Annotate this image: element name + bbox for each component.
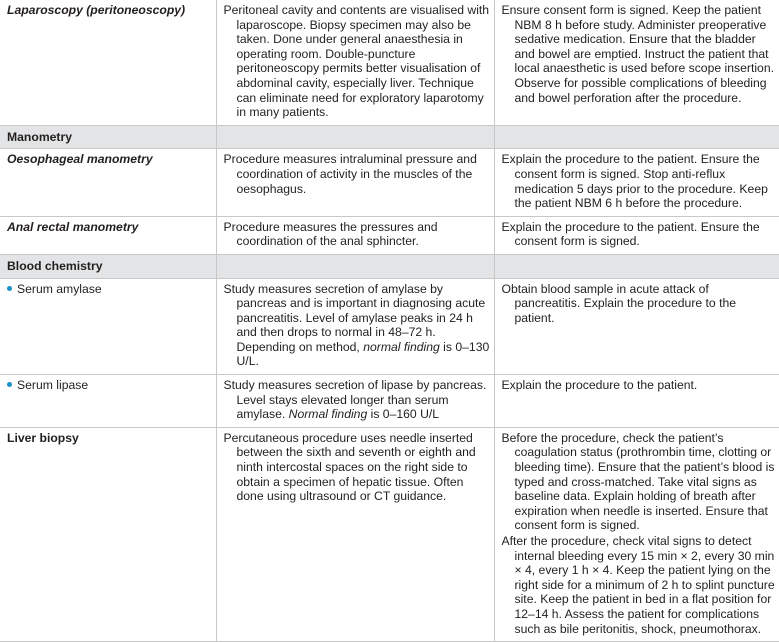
description-text: Peritoneal cavity and contents are visualised with laparoscope. Biopsy specimen may also be taken. Done under general anaesthesia in operating room. Double-puncture peritoneoscopy permits better visualisation of abdominal cavity, especially liver. Technique can eliminate need for exploratory laparotomy in many patients. — [223, 3, 490, 120]
nursing-cell — [494, 278, 779, 375]
description-text: Procedure measures intraluminal pressure and coordination of activity in the muscles of the oesophagus. — [223, 152, 477, 196]
nursing-cell — [494, 375, 779, 428]
description-cell — [216, 216, 494, 254]
nursing-text: Explain the procedure to the patient. — [501, 378, 698, 393]
nursing-text-before: Before the procedure, check the patient’s coagulation status (prothrombin time, clotting or bleeding time). Ensure that the patient’s blood is typed and cross-matched. Take vital signs as baseline data. Explain holding of breath after expiration when needle is inserted. Ensure that consent form is signed. — [501, 430, 775, 533]
procedure-name-cell — [0, 149, 216, 216]
description-text: Procedure measures the pressures and coordination of the anal sphincter. — [223, 219, 438, 249]
procedure-name-cell — [0, 427, 216, 641]
nursing-text: Explain the procedure to the patient. Ensure the consent form is signed. — [501, 219, 760, 249]
nursing-cell — [494, 427, 779, 641]
table-row-anal-rectal-manometry — [0, 216, 779, 254]
procedure-name-cell — [0, 375, 216, 428]
procedure-name: Oesophageal manometry — [7, 152, 153, 167]
nursing-text: Ensure consent form is signed. Keep the patient NBM 8 h before study. Administer preoperative sedative medication. Ensure that the bladder and bowel are emptied. Instruct the patient that local anaesthetic is used before scope insertion. Observe for possible complications of bleeding and bowel perforation after the procedure. — [501, 3, 774, 105]
description-text: Percutaneous procedure uses needle inserted between the sixth and seventh or eighth and ninth intercostal spaces on the right side to obtain a specimen of hepatic tissue. Often done using ultrasound or CT guidance. — [223, 430, 476, 504]
procedure-name: Liver biopsy — [7, 430, 79, 445]
section-title: Manometry — [0, 125, 216, 149]
bullet-icon — [7, 382, 12, 387]
bullet-icon — [7, 286, 12, 291]
procedure-name: Serum amylase — [17, 281, 102, 296]
nursing-text: Obtain blood sample in acute attack of pancreatitis. Explain the procedure to the patient. — [501, 281, 737, 325]
procedure-name-cell — [0, 278, 216, 375]
section-row-manometry — [0, 125, 779, 149]
description-text: Study measures secretion of lipase by pancreas. Level stays elevated longer than serum amylase. Normal finding is 0–160 U/L — [223, 378, 487, 422]
nursing-cell — [494, 149, 779, 216]
table-row-serum-lipase — [0, 375, 779, 428]
section-title: Blood chemistry — [0, 254, 216, 278]
description-cell — [216, 149, 494, 216]
nursing-text-after: After the procedure, check vital signs to detect internal bleeding every 15 min × 2, every 30 min × 4, every 1 h × 4. Keep the patient lying on the right side for a minimum of 2 h to splint puncture site. Keep the patient in bed in a flat position for 12–14 h. Assess the patient for complications such as bile peritonitis, shock, pneumothorax. — [501, 534, 775, 636]
description-cell — [216, 278, 494, 375]
description-cell — [216, 427, 494, 641]
nursing-cell — [494, 0, 779, 125]
description-cell — [216, 0, 494, 125]
description-text: Study measures secretion of amylase by pancreas and is important in diagnosing acute pancreatitis. Level of amylase peaks in 24 h and then drops to normal in 48–72 h. Depending on method, normal finding is 0–130 U/L. — [223, 281, 490, 369]
description-cell — [216, 375, 494, 428]
table-row-liver-biopsy — [0, 427, 779, 641]
table-row-laparoscopy — [0, 0, 779, 125]
procedure-name-cell — [0, 216, 216, 254]
procedure-name: Anal rectal manometry — [7, 219, 139, 234]
nursing-text: Explain the procedure to the patient. Ensure the consent form is signed. Stop anti-reflux medication 5 days prior to the procedure. Keep the patient NBM 6 h before the procedure. — [501, 152, 768, 211]
procedure-name-cell — [0, 0, 216, 125]
nursing-cell — [494, 216, 779, 254]
table-row-oesophageal-manometry — [0, 149, 779, 216]
section-row-blood-chemistry — [0, 254, 779, 278]
procedure-name: Laparoscopy (peritoneoscopy) — [7, 3, 186, 17]
procedure-name: Serum lipase — [17, 378, 89, 393]
table-row-serum-amylase — [0, 278, 779, 375]
